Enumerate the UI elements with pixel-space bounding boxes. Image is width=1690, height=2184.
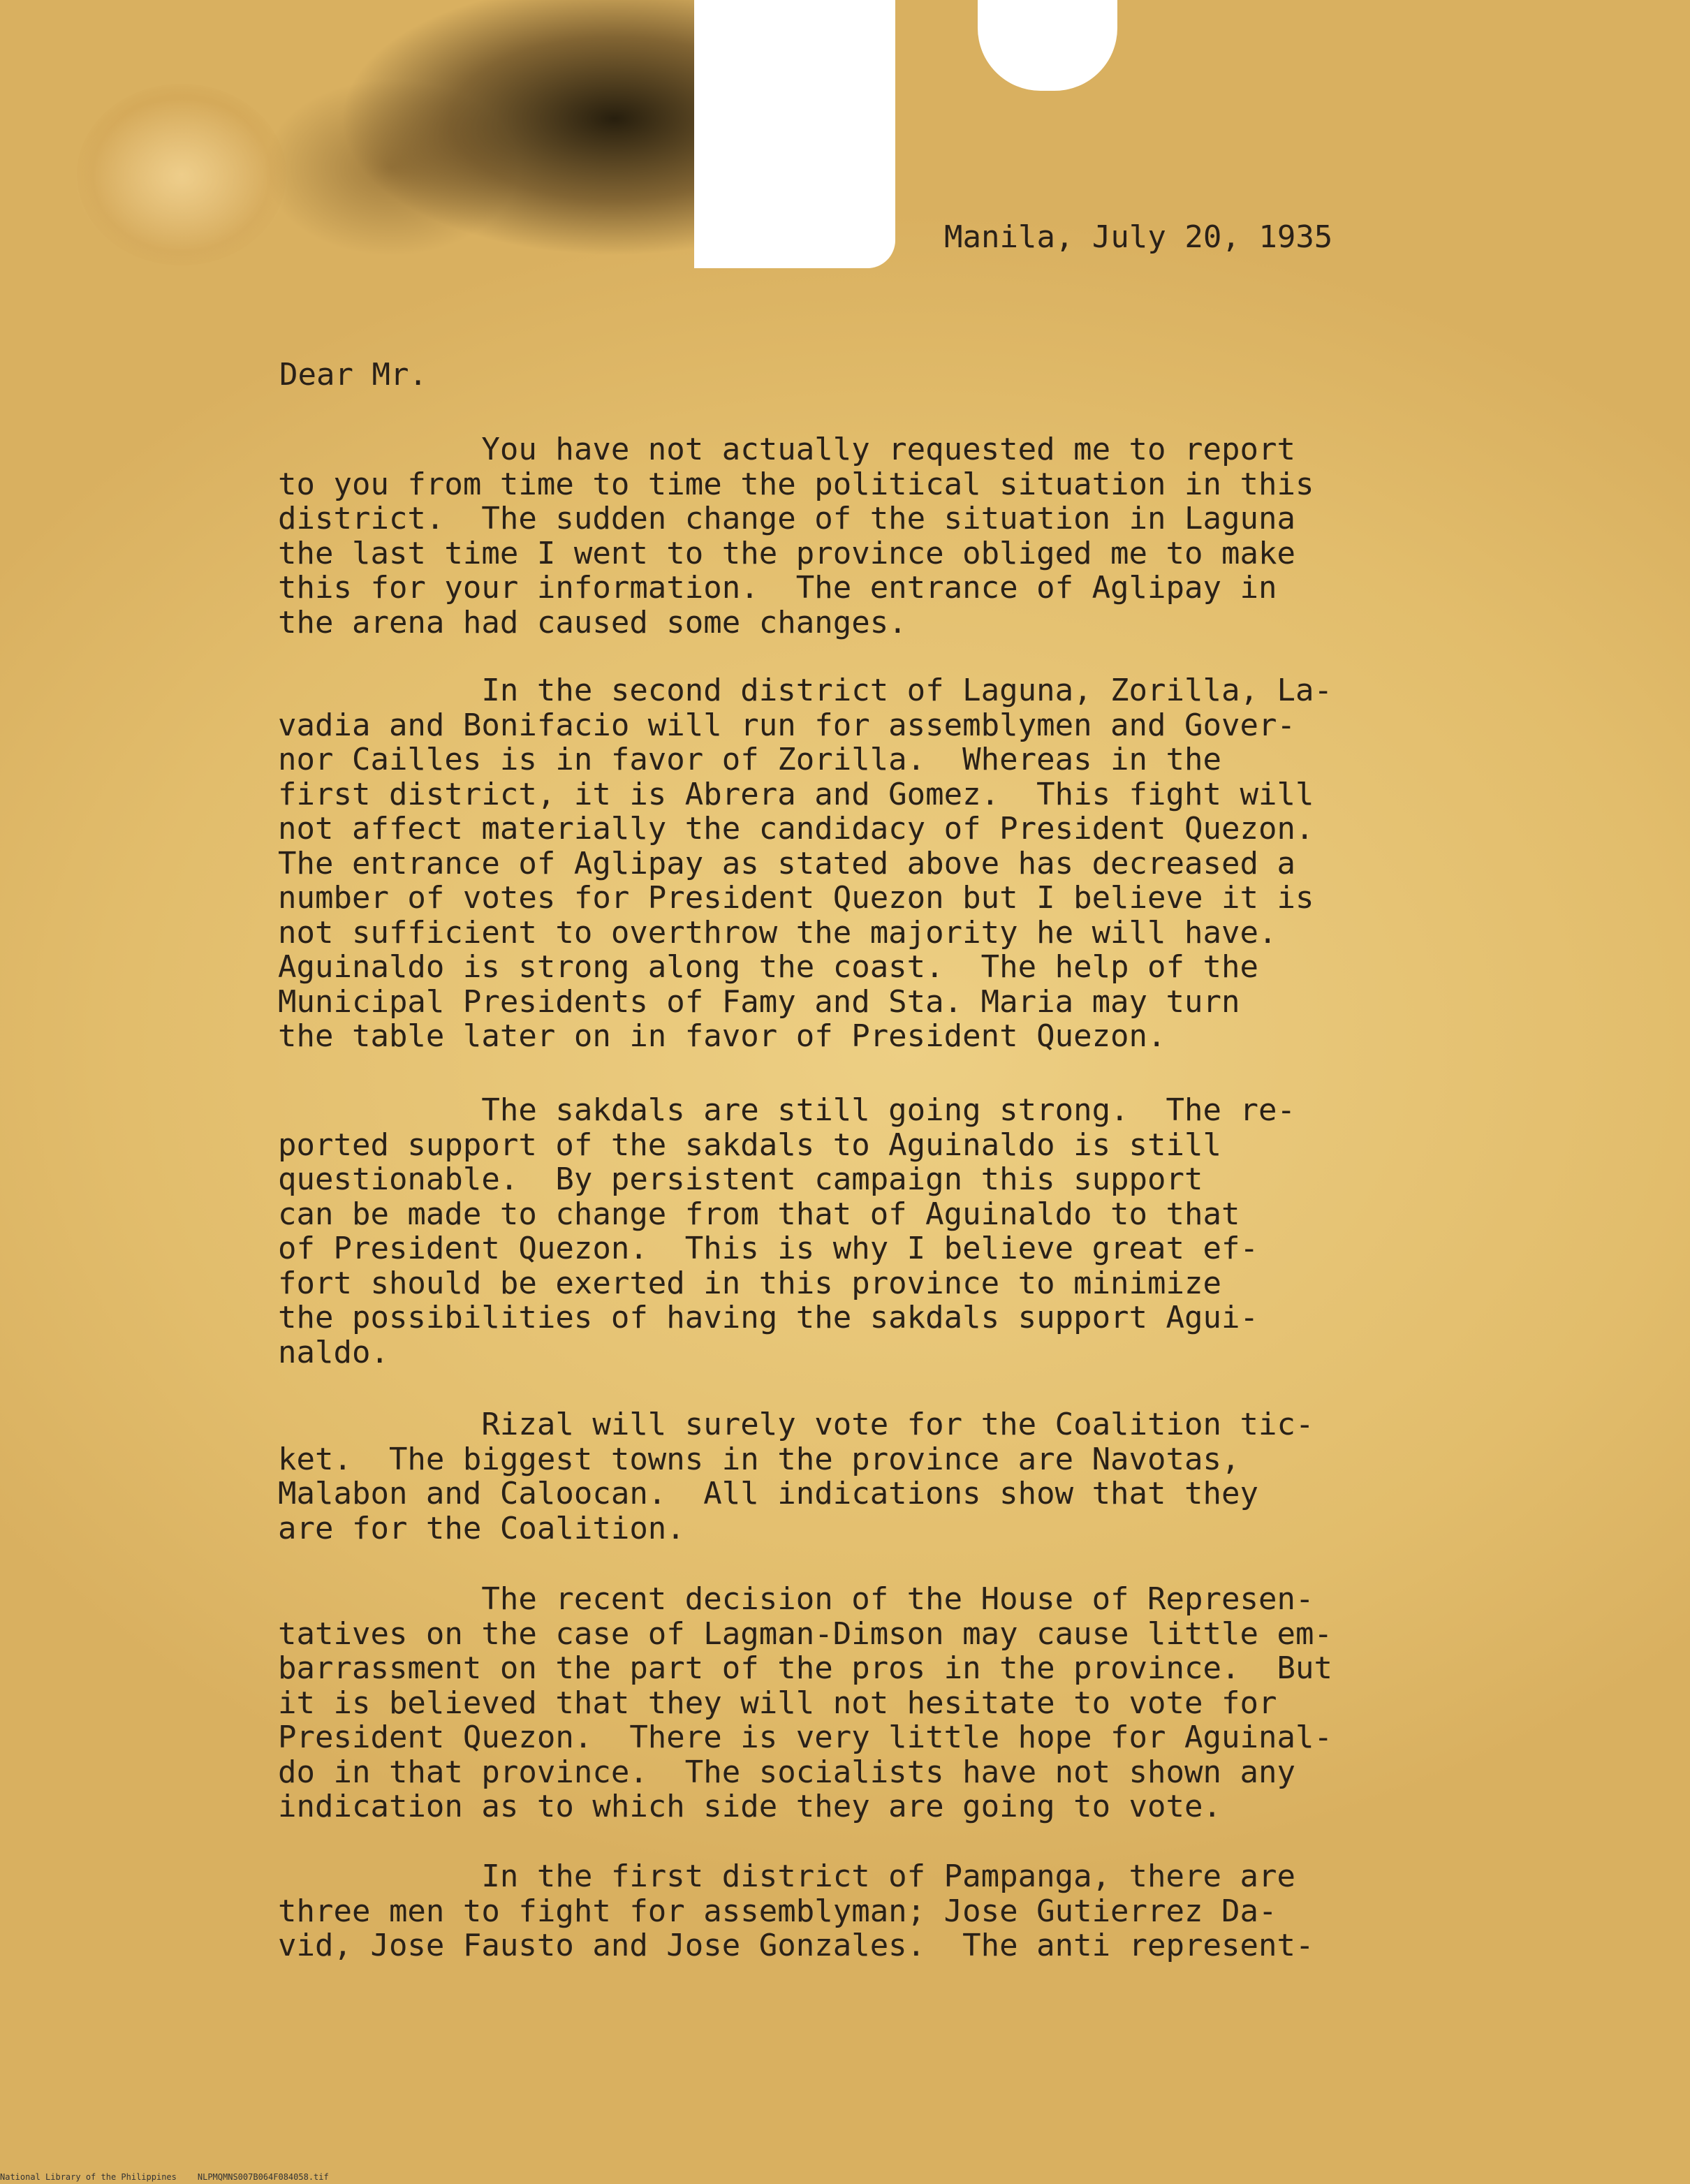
torn-paper-area: [694, 0, 895, 268]
letter-salutation: Dear Mr.: [279, 357, 427, 393]
letter-paragraph-3: The sakdals are still going strong. The re- ported support of the sakdals to Aguinaldo is still questionable. By persistent campaign this support can be made to change from that of Aguinaldo to that of President Quezon. This is why I believe great ef- fort should be exerted in this province to minimize the possibilities of having the sakdals support Agui- naldo.: [278, 1092, 1295, 1370]
letter-paragraph-4: Rizal will surely vote for the Coalition tic- ket. The biggest towns in the province are Navotas, Malabon and Caloocan. All indications show that they are for the Coalition.: [278, 1407, 1314, 1546]
letter-paragraph-6: In the first district of Pampanga, there are three men to fight for assemblyman; Jose Gutierrez Da- vid, Jose Fausto and Jose Gonzales. The anti represent-: [278, 1859, 1314, 1963]
letter-paragraph-5: The recent decision of the House of Represen- tatives on the case of Lagman-Dimson may cause little em- barrassment on the part of the pros in the province. But it is believed that they will not hesitate to vote for President Quezon. There is very little hope for Aguinal- do in that province. The socialists have not shown any indication as to which side they are going to vote.: [278, 1581, 1332, 1824]
water-stain: [77, 84, 286, 265]
letter-paragraph-1: You have not actually requested me to report to you from time to time the political situation in this district. The sudden change of the situation in Laguna the last time I went to the province obliged me to make this for your information. The entrance of Aglipay in the arena had caused some changes.: [278, 432, 1314, 640]
file-identifier: NLPMQMNS007B064F084058.tif: [197, 2172, 329, 2182]
letter-paragraph-2: In the second district of Laguna, Zorilla, La- vadia and Bonifacio will run for assemblymen and Gover- nor Cailles is in favor of Zorilla. Whereas in the first district, it is Abrera and Gomez. This fight will not affect materially the candidacy of President Quezon. The entrance of Aglipay as stated above has decreased a number of votes for President Quezon but I believe it is not sufficient to overthrow the majority he will have. Aguinaldo is strong along the coast. The help of the Municipal Presidents of Famy and Sta. Maria may turn the table later on in favor of President Quezon.: [278, 673, 1332, 1054]
library-name: National Library of the Philippines: [0, 2172, 177, 2182]
letter-date: Manila, July 20, 1935: [944, 219, 1333, 255]
archive-footer: [0, 2172, 329, 2182]
torn-paper-area-small: [978, 0, 1117, 91]
